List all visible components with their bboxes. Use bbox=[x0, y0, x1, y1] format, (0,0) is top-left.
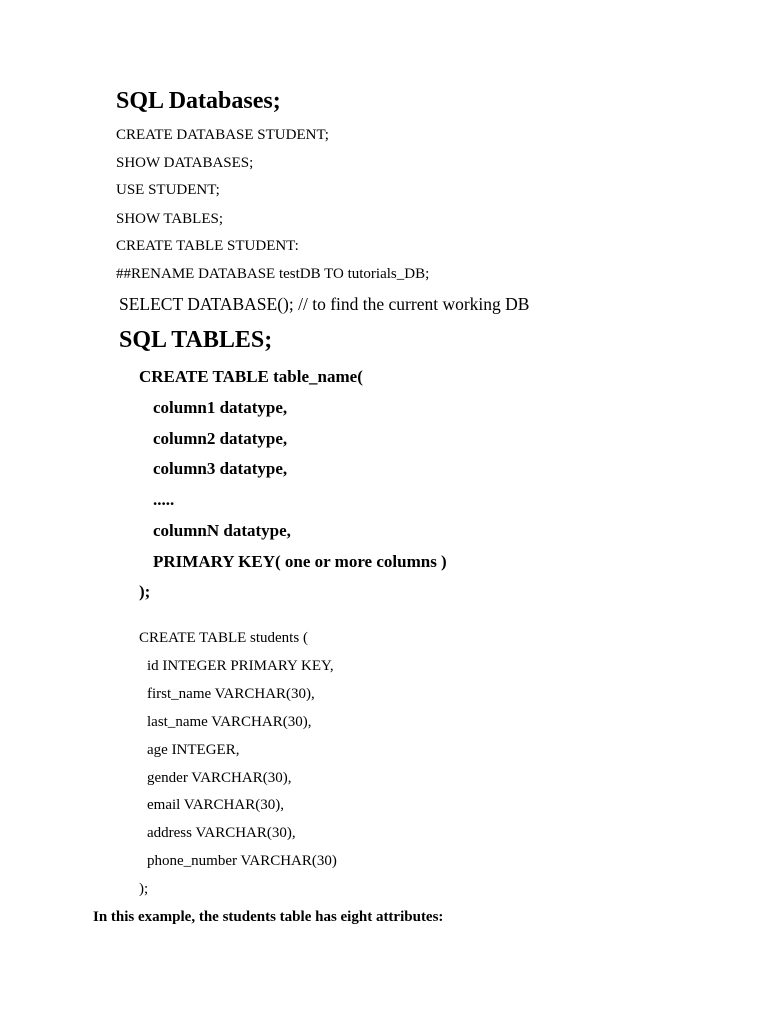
db-command-line: SHOW DATABASES; bbox=[116, 155, 254, 171]
example-line: first_name VARCHAR(30), bbox=[147, 686, 315, 702]
example-line: age INTEGER, bbox=[147, 742, 240, 758]
example-line: ); bbox=[139, 881, 149, 897]
attributes-note: In this example, the students table has eight attributes: bbox=[93, 909, 444, 925]
sql-databases-heading: SQL Databases; bbox=[116, 88, 281, 114]
syntax-line: PRIMARY KEY( one or more columns ) bbox=[153, 552, 447, 571]
syntax-line: columnN datatype, bbox=[153, 521, 291, 540]
example-line: address VARCHAR(30), bbox=[147, 825, 296, 841]
db-command-line: CREATE TABLE STUDENT: bbox=[116, 238, 299, 254]
example-line: last_name VARCHAR(30), bbox=[147, 714, 312, 730]
select-database-line: SELECT DATABASE(); // to find the current working DB bbox=[119, 294, 530, 314]
sql-tables-heading: SQL TABLES; bbox=[119, 327, 273, 353]
db-command-line: SHOW TABLES; bbox=[116, 211, 224, 227]
syntax-line: ); bbox=[139, 582, 151, 601]
example-line: gender VARCHAR(30), bbox=[147, 770, 292, 786]
db-command-line: ##RENAME DATABASE testDB TO tutorials_DB; bbox=[116, 266, 430, 282]
example-line: phone_number VARCHAR(30) bbox=[147, 853, 337, 869]
syntax-line: column3 datatype, bbox=[153, 459, 288, 478]
db-command-line: USE STUDENT; bbox=[116, 182, 220, 198]
example-line: email VARCHAR(30), bbox=[147, 797, 284, 813]
syntax-line: column1 datatype, bbox=[153, 398, 288, 417]
syntax-line: column2 datatype, bbox=[153, 429, 288, 448]
example-line: id INTEGER PRIMARY KEY, bbox=[147, 658, 334, 674]
example-line: CREATE TABLE students ( bbox=[139, 630, 308, 646]
db-command-line: CREATE DATABASE STUDENT; bbox=[116, 127, 329, 143]
syntax-line: ..... bbox=[153, 490, 175, 509]
syntax-line: CREATE TABLE table_name( bbox=[139, 367, 363, 386]
